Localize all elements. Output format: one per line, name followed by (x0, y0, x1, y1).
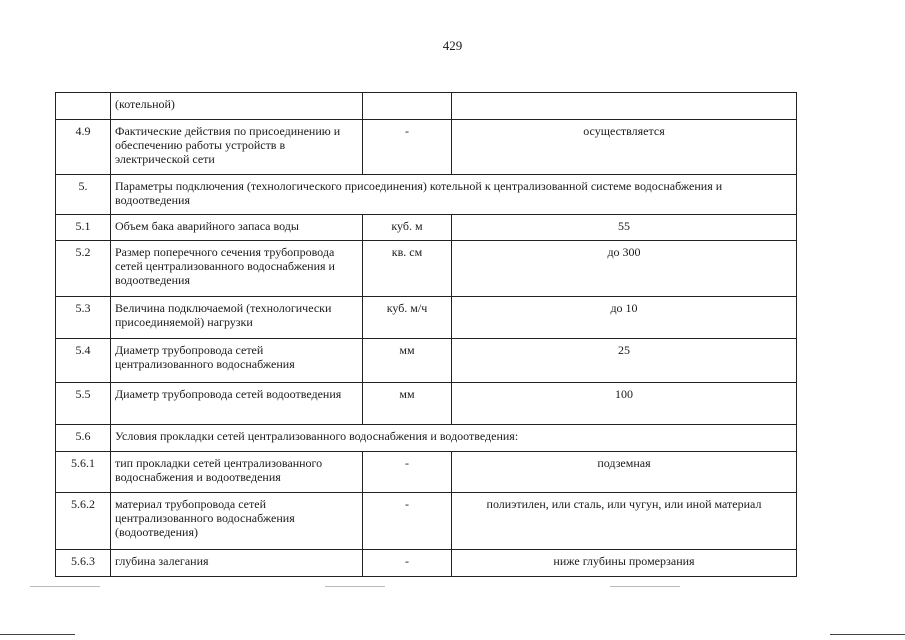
scan-artifact (0, 634, 75, 635)
row-number: 5.4 (56, 339, 111, 383)
scan-artifact (30, 586, 100, 587)
parameter-name: Объем бака аварийного запаса воды (111, 215, 363, 241)
section-number: 5. (56, 175, 111, 215)
value: 55 (452, 215, 797, 241)
value: подземная (452, 452, 797, 493)
value: осуществляется (452, 120, 797, 175)
parameter-name: Диаметр трубопровода сетей централизованного водоснабжения (111, 339, 363, 383)
table-row (56, 452, 797, 493)
unit: куб. м/ч (363, 297, 452, 339)
table-row (56, 550, 797, 577)
row-number: 5.1 (56, 215, 111, 241)
unit: куб. м (363, 215, 452, 241)
section-number: 5.6 (56, 425, 111, 452)
parameter-name: материал трубопровода сетей централизованного водоснабжения (водоотведения) (111, 493, 363, 550)
scan-artifact (830, 634, 905, 635)
parameter-name: (котельной) (111, 93, 363, 120)
section-title: Параметры подключения (технологического присоединения) котельной к централизованной системе водоснабжения и водоотведения (111, 175, 797, 215)
table-row (56, 215, 797, 241)
page-number: 429 (442, 38, 463, 53)
unit: кв. см (363, 241, 452, 297)
table-row (56, 93, 797, 120)
parameter-name: Величина подключаемой (технологически присоединяемой) нагрузки (111, 297, 363, 339)
table-row (56, 241, 797, 297)
value: ниже глубины промерзания (452, 550, 797, 577)
unit: мм (363, 339, 452, 383)
row-number: 5.3 (56, 297, 111, 339)
row-number: 5.6.3 (56, 550, 111, 577)
section-row (56, 175, 797, 215)
value: 25 (452, 339, 797, 383)
unit: - (363, 550, 452, 577)
table-row (56, 120, 797, 175)
unit (363, 93, 452, 120)
table-row (56, 383, 797, 425)
parameter-name: тип прокладки сетей централизованного водоснабжения и водоотведения (111, 452, 363, 493)
row-number: 5.6.2 (56, 493, 111, 550)
parameters-table (55, 92, 797, 577)
row-number: 4.9 (56, 120, 111, 175)
row-number (56, 93, 111, 120)
table-row (56, 297, 797, 339)
unit: - (363, 120, 452, 175)
scan-artifact (610, 586, 680, 587)
table-row (56, 339, 797, 383)
row-number: 5.5 (56, 383, 111, 425)
row-number: 5.2 (56, 241, 111, 297)
scan-artifact (325, 586, 385, 587)
value: до 10 (452, 297, 797, 339)
value: до 300 (452, 241, 797, 297)
value: 100 (452, 383, 797, 425)
row-number: 5.6.1 (56, 452, 111, 493)
unit: мм (363, 383, 452, 425)
value (452, 93, 797, 120)
parameter-name: Размер поперечного сечения трубопровода сетей централизованного водоснабжения и водоотведения (111, 241, 363, 297)
section-row (56, 425, 797, 452)
parameter-name: Диаметр трубопровода сетей водоотведения (111, 383, 363, 425)
parameter-name: глубина залегания (111, 550, 363, 577)
section-title: Условия прокладки сетей централизованного водоснабжения и водоотведения: (111, 425, 797, 452)
parameter-name: Фактические действия по присоединению и обеспечению работы устройств в электрической сети (111, 120, 363, 175)
table-row (56, 493, 797, 550)
unit: - (363, 452, 452, 493)
unit: - (363, 493, 452, 550)
value: полиэтилен, или сталь, или чугун, или иной материал (452, 493, 797, 550)
